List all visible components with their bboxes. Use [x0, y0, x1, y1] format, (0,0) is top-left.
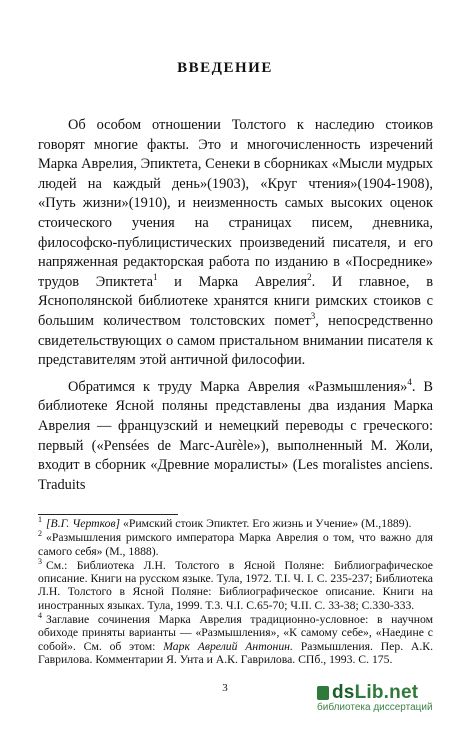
footnote-4: [38, 613, 433, 666]
watermark-logo: [317, 682, 445, 704]
footnote-ref-3[interactable]: 3: [310, 311, 316, 322]
paragraph-1-text: и Марка Аврелия: [157, 273, 308, 290]
footnote-1: [38, 517, 433, 530]
footnote-number: 4: [38, 611, 42, 621]
page-title: ВВЕДЕНИЕ: [177, 60, 273, 76]
footnotes: [38, 517, 433, 667]
footnote-author: [В.Г. Чертков]: [46, 517, 121, 530]
footnote-2: [38, 531, 433, 558]
paragraph-1-text: , непосредственно свидетельствующих о самом пристальном внимании писателя к представителям этой античной философии.: [38, 312, 433, 369]
paragraph-2-text: Обратимся к труду Марка Аврелия «Размышления»: [68, 378, 408, 395]
main-text: [38, 116, 433, 502]
footnote-text: Размышления. Пер. А.К. Гаврилова. Комментарии Я. Унта и А.К. Гаврилова. СПб., 1993. С. 175.: [38, 639, 434, 666]
footnote-text: «Размышления римского императора Марка Аврелия о том, что важно для самого себя» (М., 1888).: [38, 531, 433, 558]
watermark-subtitle: библиотека диссертаций: [317, 702, 433, 713]
footnote-author: Марк Аврелий Антонин.: [163, 639, 293, 653]
footnote-number: 3: [38, 557, 42, 566]
paragraph-1-text: . И главное, в Яснополянской библиотеке хранятся книги римских стоиков с большим количеством толстовских помет: [38, 273, 434, 329]
footnote-number: 1: [38, 515, 42, 525]
footnote-text: «Римский стоик Эпиктет. Его жизнь и Учение» (М.,1889).: [120, 517, 412, 530]
book-icon: [317, 686, 329, 700]
watermark[interactable]: [317, 682, 445, 722]
footnote-number: 2: [38, 529, 42, 539]
watermark-logo-prefix: ds: [332, 682, 355, 703]
paragraph-2: [38, 378, 433, 496]
footnote-3: [38, 559, 433, 612]
watermark-logo-text: Lib.net: [354, 682, 419, 703]
page-number: 3: [222, 682, 228, 694]
footnote-ref-1[interactable]: 1: [153, 271, 158, 282]
footnote-divider: [38, 514, 178, 515]
footnote-ref-4[interactable]: 4: [407, 376, 412, 387]
footnote-text: См.: Библиотека Л.Н. Толстого в Ясной Поляне: Библиографическое описание. Книги на русском языке. Тула, 1972. Т.I. Ч. I. С. 235-237; Библиотека Л.Н. Толстого в Ясной Поляне: Библиографическое описание. Книги на иностранных языках. Тула, 1999. Т.3. Ч.I. С.65-70; Ч.II. С. 33-38; С.330-333.: [38, 558, 433, 612]
footnote-text: Заглавие сочинения Марка Аврелия традиционно-условное: в научном обиходе приняты варианты — «Размышления», «К самому себе», «Наедине с собой». См. об этом:: [38, 613, 433, 653]
footnote-ref-2[interactable]: 2: [307, 271, 312, 282]
paragraph-1-text: Об особом отношении Толстого к наследию стоиков говорят многие факты. Это и многочисленность изречений Марка Аврелия, Эпиктета, Сенеки в сборниках «Мысли мудрых людей на каждый день»(1903), «Круг чтения»(1904-1908), «Путь жизни»(1910), и неизменность самых высоких оценок стоического учения на страницах писем, дневника, философско-публицистических произведений писателя, и его напряженная редакторская работа по изданию в «Посреднике» трудов Эпиктета: [38, 117, 433, 290]
paragraph-2-text: . В библиотеке Ясной поляны представлены два издания Марка Аврелия — французский и немецкий переводы с греческого: первый («Pensées de Marc-Aurèle»), выполненный М. Жоли, входит в сборник «Древние моралисты» (Les moralistes anciens. Traduits: [38, 378, 433, 493]
paragraph-1: [38, 116, 433, 371]
